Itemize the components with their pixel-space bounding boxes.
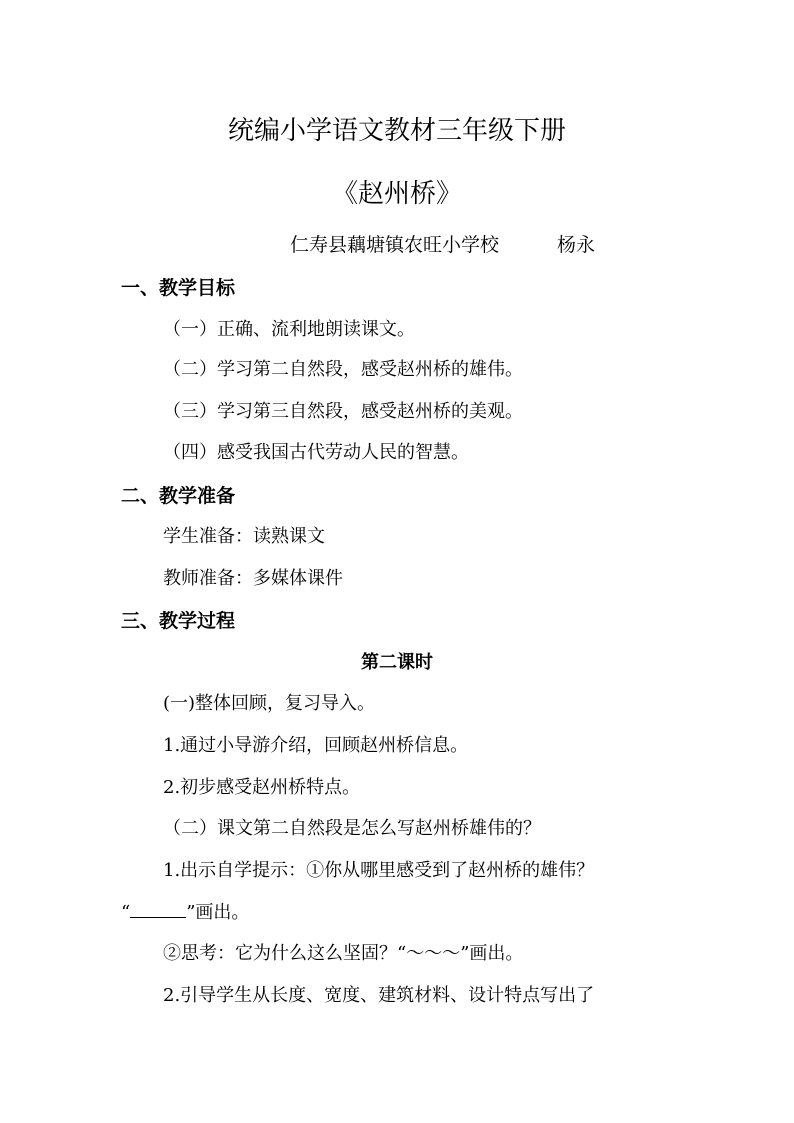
author-school: 仁寿县藕塘镇农旺小学校	[290, 234, 500, 256]
author-line	[290, 230, 595, 257]
goal-item-1: （一）正确、流利地朗读课文。	[163, 319, 415, 340]
process-line-7: 2.引导学生从长度、宽度、建筑材料、设计特点写出了	[163, 985, 595, 1006]
section-heading-prep: 二、教学准备	[121, 485, 236, 507]
process-line-3: 2.初步感受赵州桥特点。	[163, 777, 361, 798]
section-heading-goals: 一、教学目标	[121, 277, 236, 299]
section-heading-process: 三、教学过程	[121, 610, 236, 632]
lesson-period-heading: 第二课时	[361, 652, 433, 673]
process-line-4: （二）课文第二自然段是怎么写赵州桥雄伟的？	[163, 818, 541, 839]
prep-item-student: 学生准备：读熟课文	[163, 526, 325, 547]
lesson-title: 《赵州桥》	[331, 179, 462, 209]
goal-item-3: （三）学习第三自然段，感受赵州桥的美观。	[163, 401, 523, 422]
underline-instruction	[121, 898, 249, 924]
goal-item-4: （四）感受我国古代劳动人民的智慧。	[163, 442, 469, 463]
document-title: 统编小学语文教材三年级下册	[227, 116, 566, 146]
quote-open: “	[121, 902, 131, 923]
process-line-1: (一)整体回顾，复习导入。	[163, 693, 376, 714]
process-line-2: 1.通过小导游介绍，回顾赵州桥信息。	[163, 735, 469, 756]
process-line-6: ②思考：它为什么这么坚固？“～～～”画出。	[163, 943, 524, 964]
goal-item-2: （二）学习第二自然段，感受赵州桥的雄伟。	[163, 359, 523, 380]
quote-close: ”画出。	[186, 902, 250, 923]
underline-blank	[130, 903, 186, 918]
prep-item-teacher: 教师准备：多媒体课件	[163, 568, 343, 589]
author-name: 杨永	[557, 234, 596, 256]
process-line-5: 1.出示自学提示：①你从哪里感受到了赵州桥的雄伟？	[163, 860, 595, 881]
